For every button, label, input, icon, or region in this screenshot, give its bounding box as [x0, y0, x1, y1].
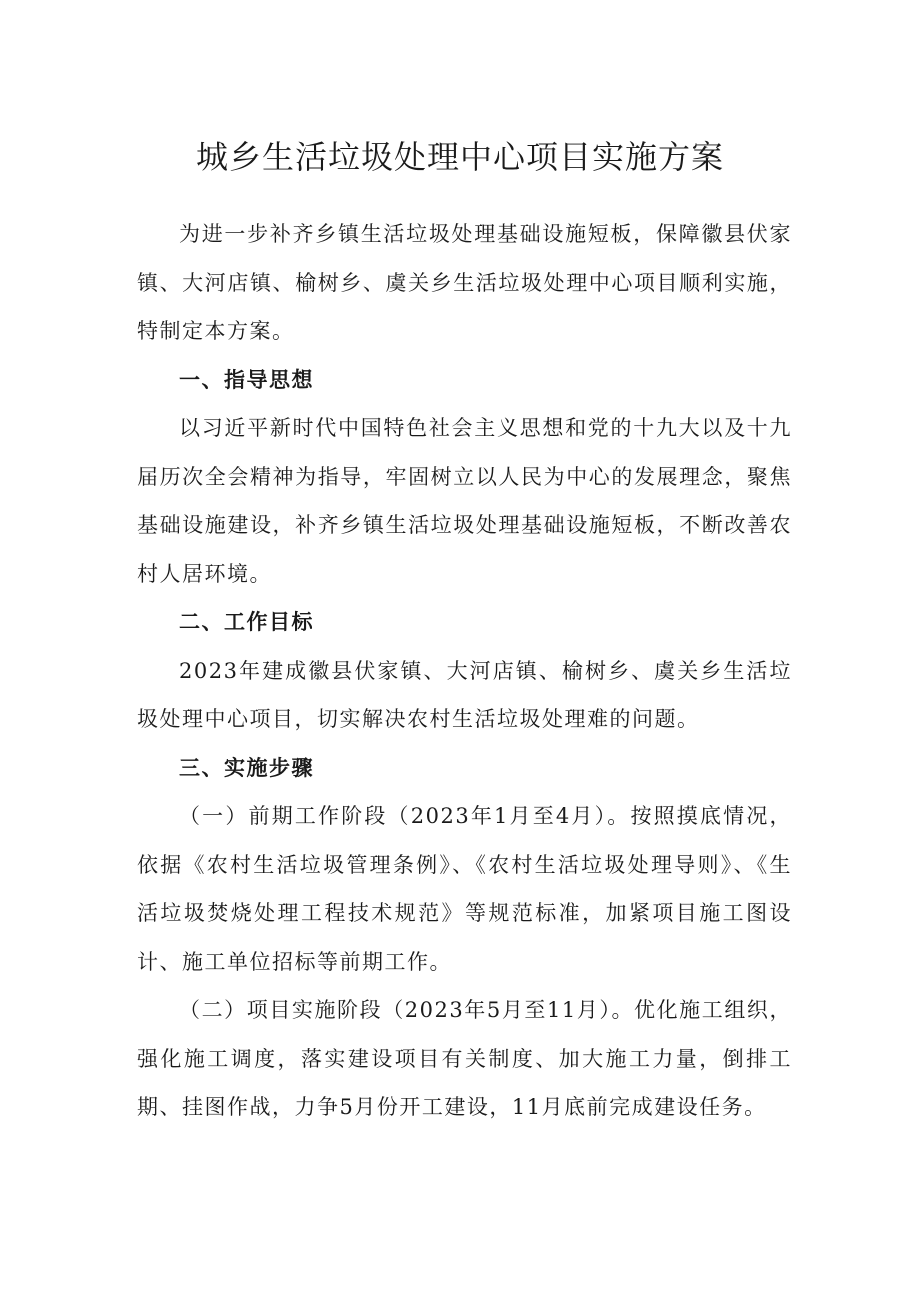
step-project-implementation-paragraph: （二）项目实施阶段（2023年5月至11月）。优化施工组织，强化施工调度，落实建设项目有关制度、加大施工力量，倒排工期、挂图作战，力争5月份开工建设，11月底前完成建设任务。 — [137, 998, 792, 1119]
work-goals-paragraph: 2023年建成徽县伏家镇、大河店镇、榆树乡、虞关乡生活垃圾处理中心项目，切实解决农村生活垃圾处理难的问题。 — [137, 658, 792, 731]
section-heading-implementation-steps: 三、实施步骤 — [179, 755, 314, 780]
guiding-ideology-paragraph: 以习近平新时代中国特色社会主义思想和党的十九大以及十九届历次全会精神为指导，牢固树立以人民为中心的发展理念，聚焦基础设施建设，补齐乡镇生活垃圾处理基础设施短板，不断改善农村人居环境。 — [137, 416, 792, 586]
section-heading-guiding-ideology: 一、指导思想 — [179, 367, 314, 392]
document-body — [137, 210, 792, 1132]
intro-paragraph: 为进一步补齐乡镇生活垃圾处理基础设施短板，保障徽县伏家镇、大河店镇、榆树乡、虞关乡生活垃圾处理中心项目顺利实施，特制定本方案。 — [137, 222, 792, 343]
document-title: 城乡生活垃圾处理中心项目实施方案 — [195, 138, 724, 176]
section-heading-work-goals: 二、工作目标 — [179, 610, 314, 634]
step-preliminary-work-paragraph: （一）前期工作阶段（2023年1月至4月）。按照摸底情况，依据《农村生活垃圾管理条例》、《农村生活垃圾处理导则》、《生活垃圾焚烧处理工程技术规范》等规范标准，加紧项目施工图设计、施工单位招标等前期工作。 — [137, 804, 792, 974]
